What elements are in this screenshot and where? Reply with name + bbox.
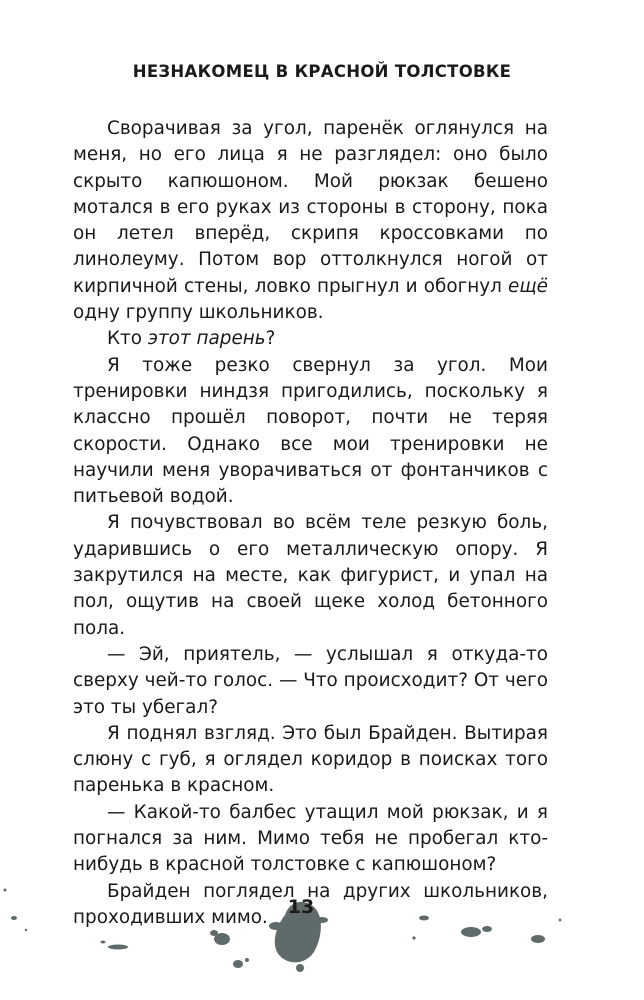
- page-number: 13: [287, 896, 315, 918]
- page-body: [73, 116, 548, 931]
- paragraph: [73, 510, 548, 641]
- italic-run: ещё: [508, 275, 548, 297]
- text-run: — Какой-то балбес утащил мой рюкзак, и я погнался за ним. Мимо тебя не пробегал кто-нибудь в красной толстовке с капюшоном?: [73, 801, 548, 876]
- text-run: Брайден поглядел на других школьников, проходивших мимо.: [73, 880, 548, 928]
- paragraph: [73, 116, 548, 326]
- text-run: — Эй, приятель, — услышал я откуда-то сверху чей-то голос. — Что происходит? От чего это ты убегал?: [73, 643, 548, 718]
- text-run: Я тоже резко свернул за угол. Мои тренировки ниндзя пригодились, поскольку я классно прошёл поворот, почти не теряя скорости. Однако все мои тренировки не научили меня уворачиваться от фонтанчиков с питьевой водой.: [73, 354, 548, 508]
- paragraph: [73, 721, 548, 800]
- text-run: Кто: [107, 328, 148, 350]
- paragraph: [73, 642, 548, 721]
- paragraph: [73, 353, 548, 511]
- ink-splatter-decoration: [0, 860, 644, 1000]
- text-run: Я поднял взгляд. Это был Брайден. Вытирая слюну с губ, я оглядел коридор в поисках того паренька в красном.: [73, 722, 548, 797]
- paragraph: [73, 326, 548, 352]
- text-run: ?: [265, 328, 276, 350]
- running-title: НЕЗНАКОМЕЦ В КРАСНОЙ ТОЛСТОВКЕ: [132, 62, 512, 81]
- text-run: Сворачивая за угол, паренёк оглянулся на меня, но его лица я не разглядел: оно было скрыто капюшоном. Мой рюкзак бешено мотался в его руках из стороны в сторону, пока он летел вперёд, скрипя кроссовками по линолеуму. Потом вор оттолкнулся ногой от кирпичной стены, ловко прыгнул и обогнул: [73, 118, 548, 297]
- text-run: Я почувствовал во всём теле резкую боль, ударившись о его металлическую опору. Я закрутился на месте, как фигурист, и упал на пол, ощутив на своей щеке холод бетонного пола.: [73, 512, 548, 639]
- italic-run: этот парень: [147, 328, 266, 350]
- text-run: одну группу школьников.: [73, 302, 324, 324]
